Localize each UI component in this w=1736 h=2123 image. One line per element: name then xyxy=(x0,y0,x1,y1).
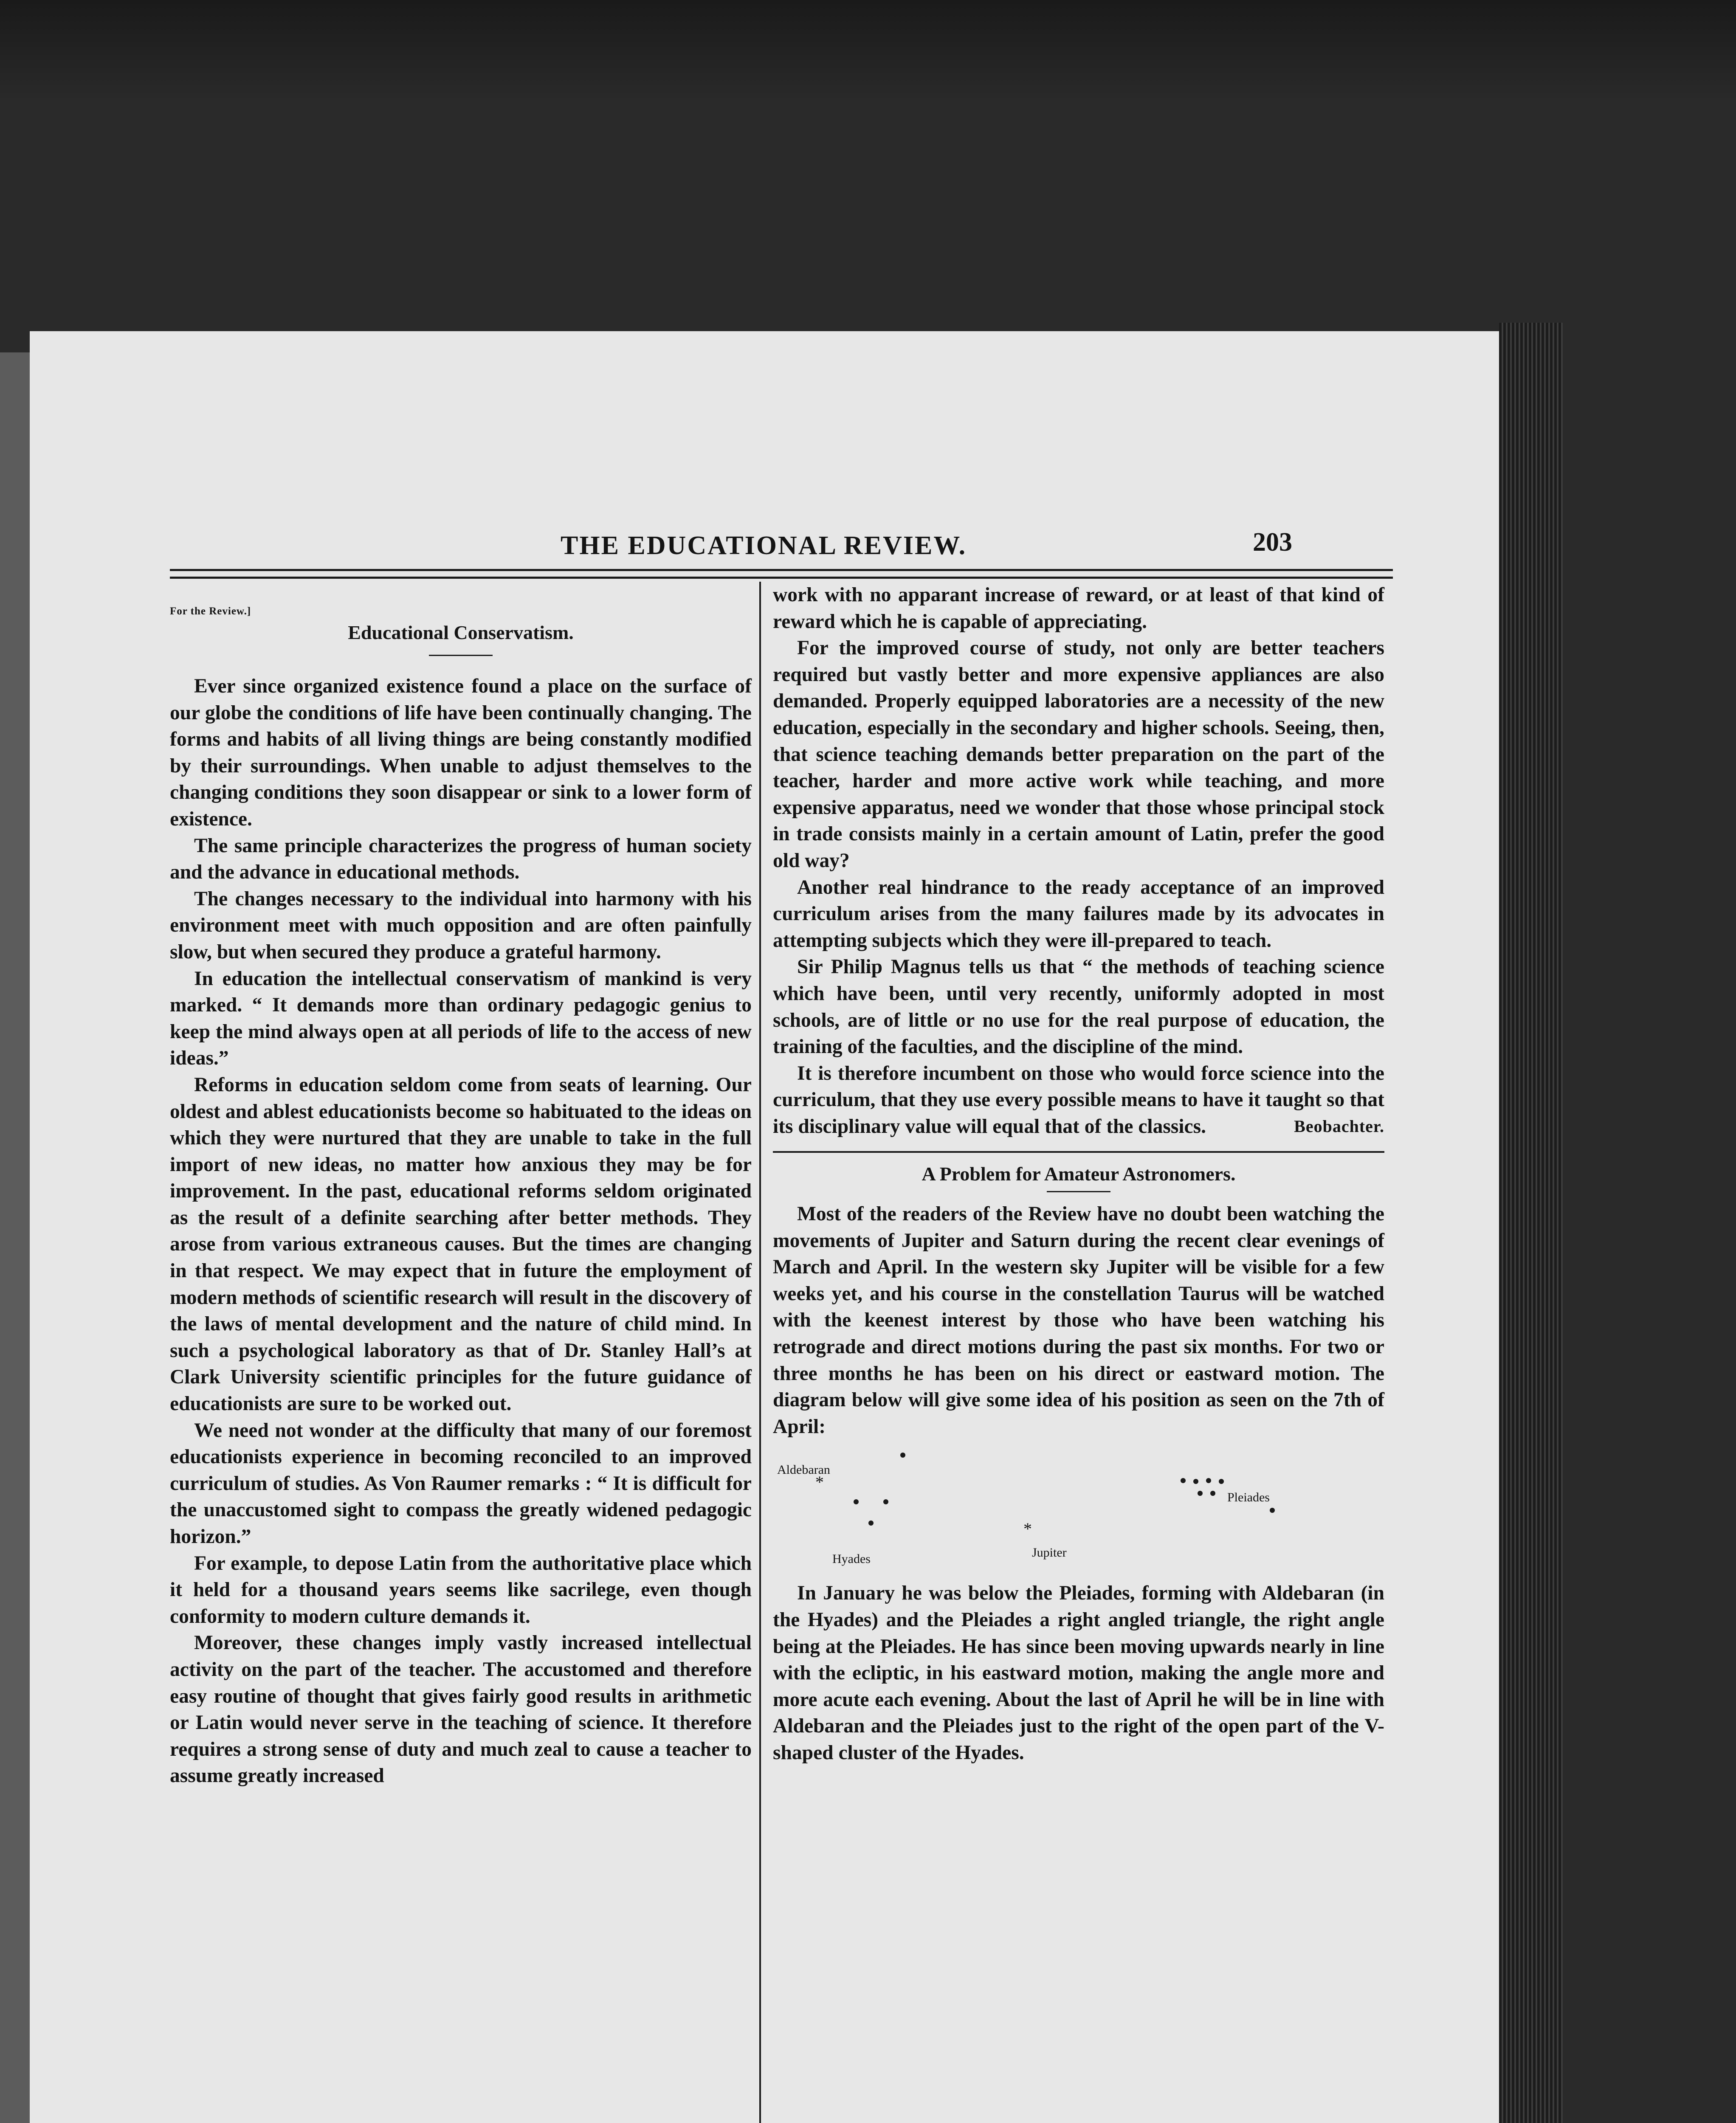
star xyxy=(900,1453,905,1458)
title-divider xyxy=(1047,1191,1110,1192)
article-separator xyxy=(773,1151,1384,1153)
jupiter-label: Jupiter xyxy=(1032,1546,1067,1560)
paragraph: In education the intellectual conservatism of mankind is very marked. “ It demands more than ordinary pedagogic genius to keep the mind always open at all periods of life to the access of new ideas.” xyxy=(170,967,752,1070)
paragraph: The changes necessary to the individual into harmony with his environment meet with much opposition and are often painfully slow, but when secured they produce a grateful harmony. xyxy=(170,887,752,963)
paragraph: Another real hindrance to the ready acceptance of an improved curriculum arises from the many failures made by its advocates in attempting subjects which they were ill-prepared to teach. xyxy=(773,876,1384,952)
paragraph: Moreover, these changes imply vastly increased intellectual activity on the part of the teacher. The accustomed and therefore easy routine of thought that gives fairly good results in arithmetic or Latin would never serve in the teaching of science. It therefore requires a strong sense of duty and much zeal to cause a teacher to assume greatly increased xyxy=(170,1632,752,1787)
page-number: 203 xyxy=(1253,528,1292,557)
article-title: Educational Conservatism. xyxy=(348,622,574,643)
article2-title: A Problem for Amateur Astronomers. xyxy=(922,1163,1236,1185)
paragraph: We need not wonder at the difficulty that many of our foremost educationists experience in becoming reconciled to an improved curriculum of studies. As Von Raumer remarks : “ It is difficult for the unaccustomed sight to compass the greatly widened pedagogic horizon.” xyxy=(170,1419,752,1548)
paragraph: For the improved course of study, not only are better teachers required but vastly better and more expensive appliances are also demanded. Properly equipped laboratories are a necessity of the new education, especially in the secondary and higher schools. Seeing, then, that science teaching demands better preparation on the part of the teacher, harder and more active work while teaching, and more expensive apparatus, need we wonder that those whose principal stock in trade consists mainly in a certain amount of Latin, prefer the good old way? xyxy=(773,637,1384,872)
left-column xyxy=(170,603,752,1789)
aldebaran-star: * xyxy=(815,1473,824,1492)
book-page-edges xyxy=(1499,323,1563,2123)
hyades-label: Hyades xyxy=(832,1552,871,1566)
for-review-note: For the Review.] xyxy=(170,605,251,617)
pleiades-label: Pleiades xyxy=(1227,1490,1270,1505)
star xyxy=(883,1499,888,1504)
star xyxy=(868,1520,874,1526)
page-header-title: THE EDUCATIONAL REVIEW. xyxy=(561,531,967,560)
paragraph: Ever since organized existence found a place on the surface of our globe the conditions of life have been continually changing. The forms and habits of all living things are being constantly modified by their surroundings. When unable to adjust themselves to the changing conditions they soon disappear or sink to a lower form of existence. xyxy=(170,675,752,830)
right-column xyxy=(773,582,1384,1766)
aldebaran-label: Aldebaran xyxy=(777,1463,830,1477)
pleiades-star xyxy=(1193,1479,1198,1484)
continued-paragraph: work with no apparant increase of reward, or at least of that kind of reward which he is capable of appreciating. xyxy=(773,584,1384,633)
paragraph: Most of the readers of the Review have no doubt been watching the movements of Jupiter and Saturn during the recent clear evenings of March and April. In the western sky Jupiter will be visible for a few weeks yet, and his course in the constellation Taurus will be watched with the keenest interest by those who have been watching his retrograde and direct motions during the past six months. For two or three months he has been on his direct or eastward motion. The diagram below will give some idea of his position as seen on the 7th of April: xyxy=(773,1203,1384,1438)
title-divider xyxy=(429,655,493,656)
paragraph: For example, to depose Latin from the authoritative place which it held for a thousand years seems like sacrilege, even though conformity to modern culture demands it. xyxy=(170,1552,752,1627)
paragraph: Reforms in education seldom come from seats of learning. Our oldest and ablest educationists become so habituated to the ideas on which they were nurtured that they are unable to take in the full import of new ideas, no matter how anxious they may be for improvement. In the past, educational reforms seldom originated as the result of a definite searching after better methods. They arose from various extraneous causes. But the times are changing in that respect. We may expect that in future the employment of modern methods of scientific research will result in the discovery of the laws of mental development and the nature of child mind. In such a psychological laboratory as that of Dr. Stanley Hall’s at Clark University scientific principles for the future guidance of educationists are sure to be worked out. xyxy=(170,1073,752,1415)
pleiades-star xyxy=(1206,1478,1211,1483)
paragraph: It is therefore incumbent on those who would force science into the curriculum, that they use every possible means to have it taught so that its disciplinary value will equal that of the classics. xyxy=(773,1062,1384,1138)
document-page xyxy=(30,331,1499,2123)
column-divider xyxy=(759,582,761,2123)
paragraph: Sir Philip Magnus tells us that “ the methods of teaching science which have been, until very recently, uniformly adopted in most schools, are of little or no use for the real purpose of education, the training of the faculties, and the discipline of the mind. xyxy=(773,956,1384,1058)
pleiades-star xyxy=(1181,1478,1186,1483)
star-position-diagram xyxy=(773,1440,1384,1580)
jupiter-marker: * xyxy=(1023,1519,1032,1539)
paragraph: In January he was below the Pleiades, forming with Aldebaran (in the Hyades) and the Pleiades a right angled triangle, the right angle being at the Pleiades. He has since been moving upwards nearly in line with the ecliptic, in his eastward motion, making the angle more and more acute each evening. About the last of April he will be in line with Aldebaran and the Pleiades just to the right of the open part of the V-shaped cluster of the Hyades. xyxy=(773,1582,1384,1764)
star xyxy=(854,1499,859,1504)
star xyxy=(1270,1508,1275,1513)
header-rule-bottom xyxy=(170,577,1393,579)
header-rule-top xyxy=(170,569,1393,571)
paragraph: The same principle characterizes the progress of human society and the advance in educational methods. xyxy=(170,834,752,884)
pleiades-star xyxy=(1219,1479,1224,1484)
pleiades-star xyxy=(1210,1491,1215,1496)
author-signature: Beobachter. xyxy=(1294,1117,1384,1136)
pleiades-star xyxy=(1198,1491,1203,1496)
